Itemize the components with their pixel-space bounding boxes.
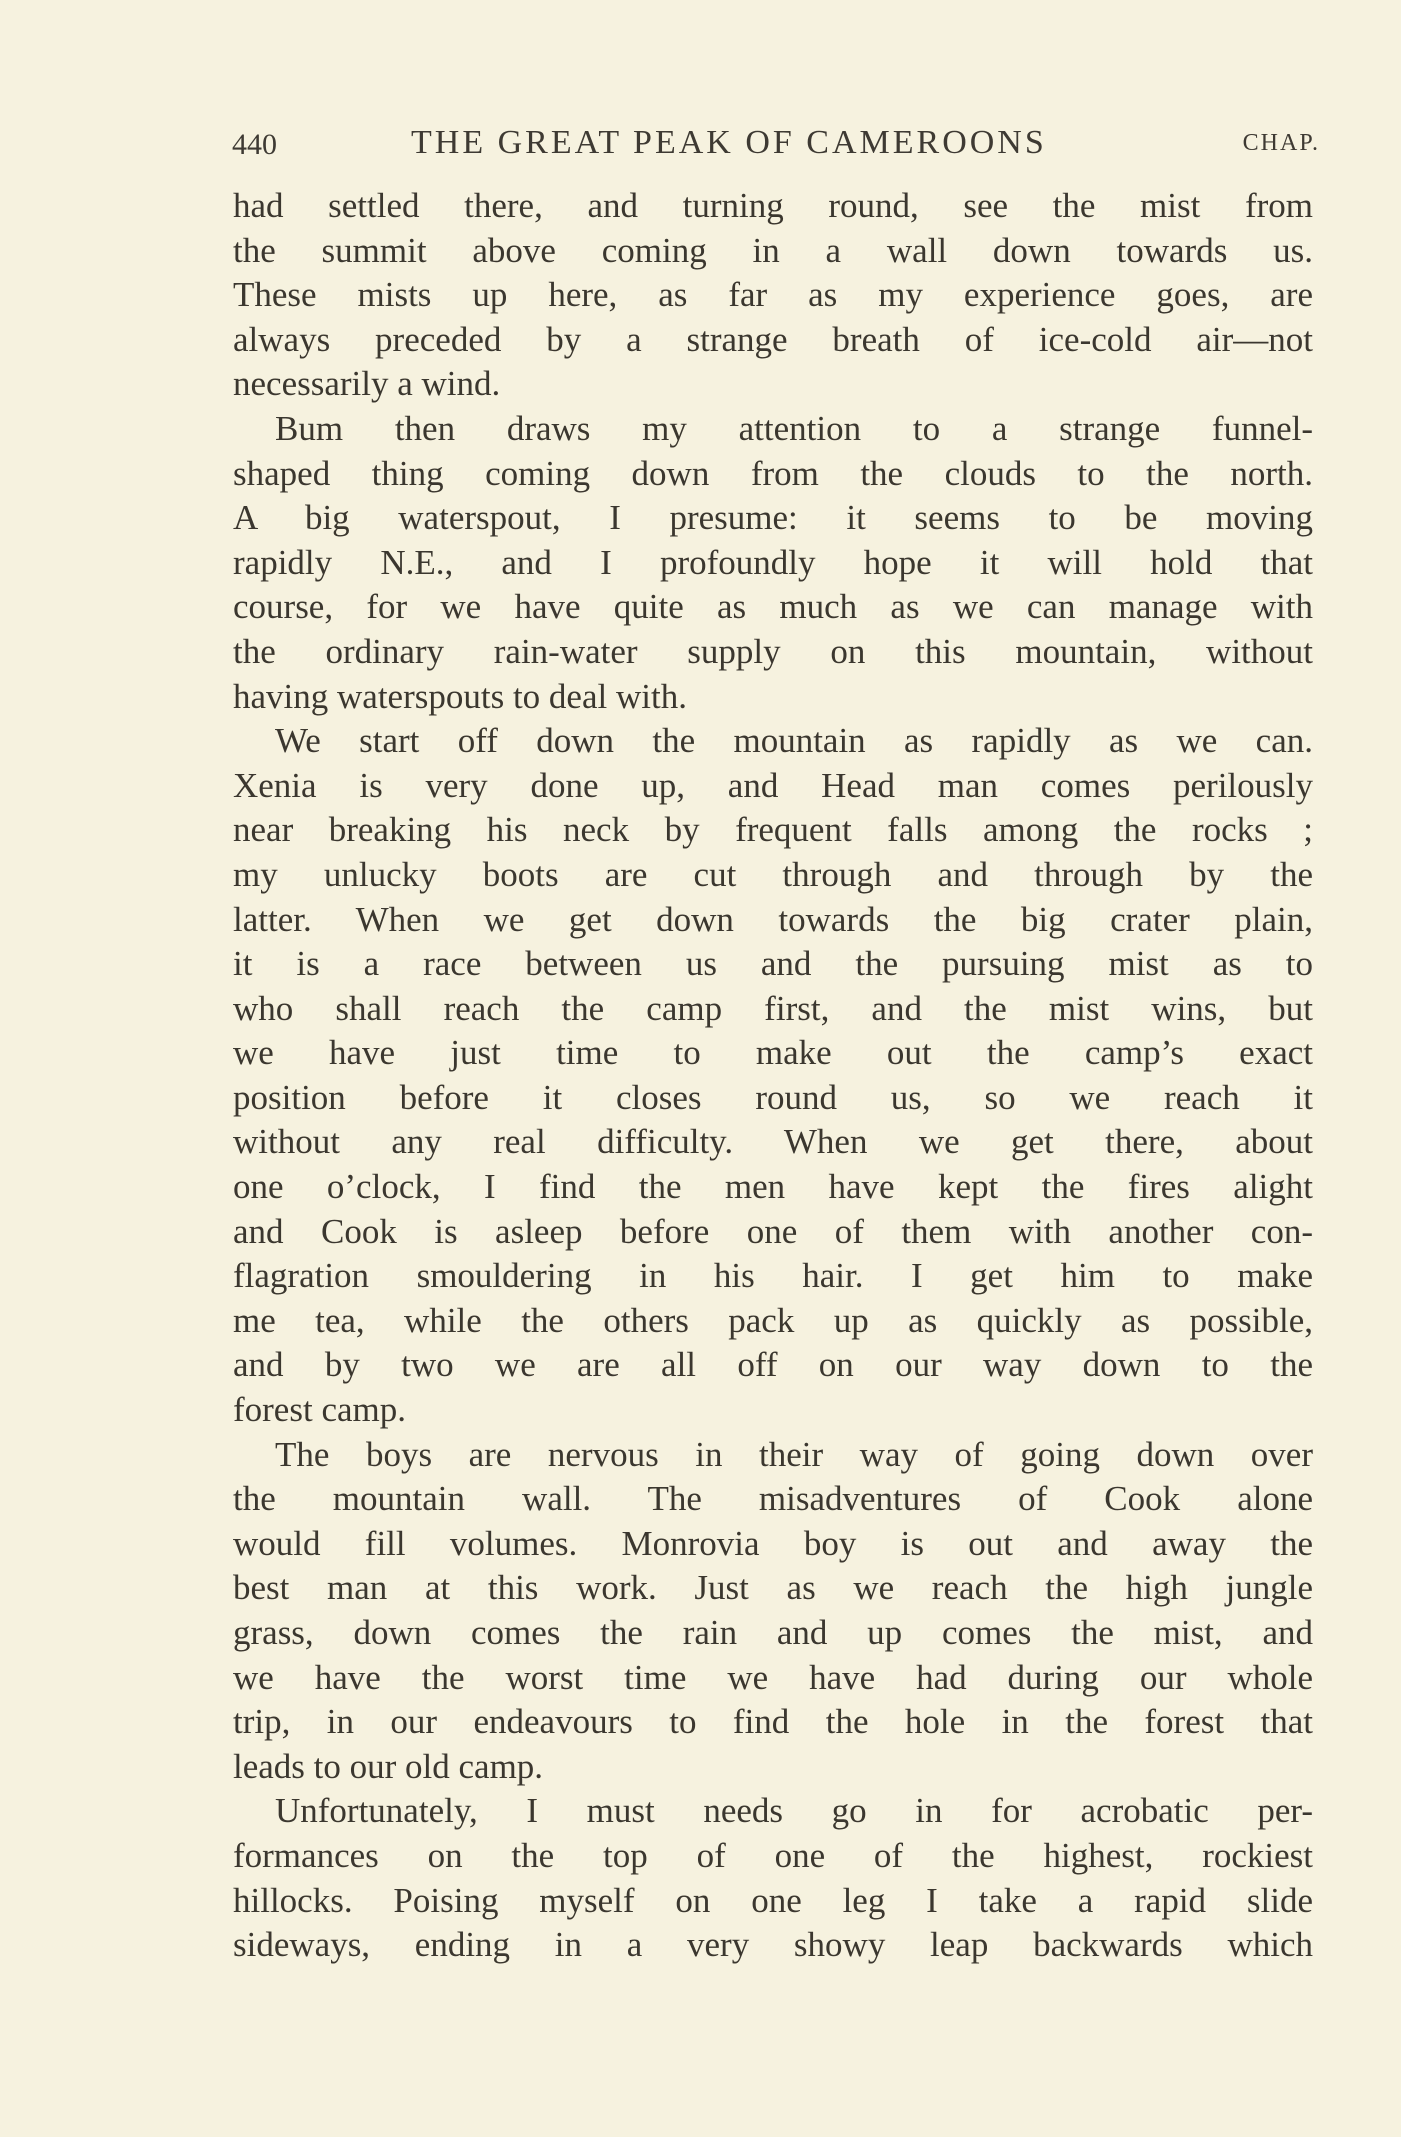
text-line: sideways, ending in a very showy leap backwards which <box>233 1925 1313 1965</box>
text-line: hillocks. Poising myself on one leg I take a rapid slide <box>233 1880 1313 1920</box>
chapter-label: CHAP. <box>1242 130 1320 156</box>
text-line: We start off down the mountain as rapidly as we can. <box>275 721 1313 761</box>
text-line: having waterspouts to deal with. <box>233 676 687 716</box>
text-line: me tea, while the others pack up as quickly as possible, <box>233 1300 1313 1340</box>
running-head <box>232 118 1320 174</box>
text-line: Bum then draws my attention to a strange funnel- <box>275 408 1313 448</box>
text-line: rapidly N.E., and I profoundly hope it will hold that <box>233 542 1313 582</box>
text-line: necessarily a wind. <box>233 364 501 404</box>
running-title: THE GREAT PEAK OF CAMEROONS <box>411 124 1047 161</box>
text-line: forest camp. <box>233 1390 406 1430</box>
text-line: my unlucky boots are cut through and through by the <box>233 854 1313 894</box>
text-line: the mountain wall. The misadventures of Cook alone <box>233 1479 1313 1519</box>
text-line: course, for we have quite as much as we can manage with <box>233 587 1313 627</box>
text-line: A big waterspout, I presume: it seems to be moving <box>233 498 1313 538</box>
text-line: without any real difficulty. When we get there, about <box>233 1122 1313 1162</box>
text-line: Xenia is very done up, and Head man comes perilously <box>233 765 1313 805</box>
page-number: 440 <box>232 128 277 161</box>
text-line: we have just time to make out the camp’s exact <box>233 1033 1313 1073</box>
text-line: and by two we are all off on our way down to the <box>233 1345 1313 1385</box>
text-line: near breaking his neck by frequent falls among the rocks ; <box>233 810 1313 850</box>
text-line: best man at this work. Just as we reach the high jungle <box>233 1568 1313 1608</box>
text-line: latter. When we get down towards the big crater plain, <box>233 899 1313 939</box>
text-line: These mists up here, as far as my experience goes, are <box>233 275 1313 315</box>
text-line: who shall reach the camp first, and the mist wins, but <box>233 988 1313 1028</box>
text-line: the ordinary rain-water supply on this mountain, without <box>233 631 1313 671</box>
text-line: position before it closes round us, so we reach it <box>233 1077 1313 1117</box>
text-line: the summit above coming in a wall down towards us. <box>233 230 1313 270</box>
text-line: grass, down comes the rain and up comes the mist, and <box>233 1613 1313 1652</box>
text-line: it is a race between us and the pursuing mist as to <box>233 944 1313 984</box>
text-line: and Cook is asleep before one of them with another con- <box>233 1211 1313 1251</box>
text-line: Unfortunately, I must needs go in for acrobatic per- <box>275 1791 1313 1831</box>
text-line: one o’clock, I find the men have kept the fires alight <box>233 1167 1313 1207</box>
text-line: always preceded by a strange breath of ice-cold air—not <box>233 319 1313 359</box>
text-line: had settled there, and turning round, see the mist from <box>233 186 1313 225</box>
text-line: leads to our old camp. <box>233 1746 544 1786</box>
text-line: formances on the top of one of the highest, rockiest <box>233 1835 1313 1875</box>
text-line: flagration smouldering in his hair. I get him to make <box>233 1256 1313 1296</box>
text-line: The boys are nervous in their way of going down over <box>275 1434 1313 1474</box>
text-line: trip, in our endeavours to find the hole in the forest that <box>233 1702 1313 1742</box>
body-text <box>233 184 1313 1968</box>
text-line: would fill volumes. Monrovia boy is out and away the <box>233 1523 1313 1563</box>
text-line: shaped thing coming down from the clouds to the north. <box>233 453 1313 493</box>
text-line: we have the worst time we have had during our whole <box>233 1657 1313 1697</box>
